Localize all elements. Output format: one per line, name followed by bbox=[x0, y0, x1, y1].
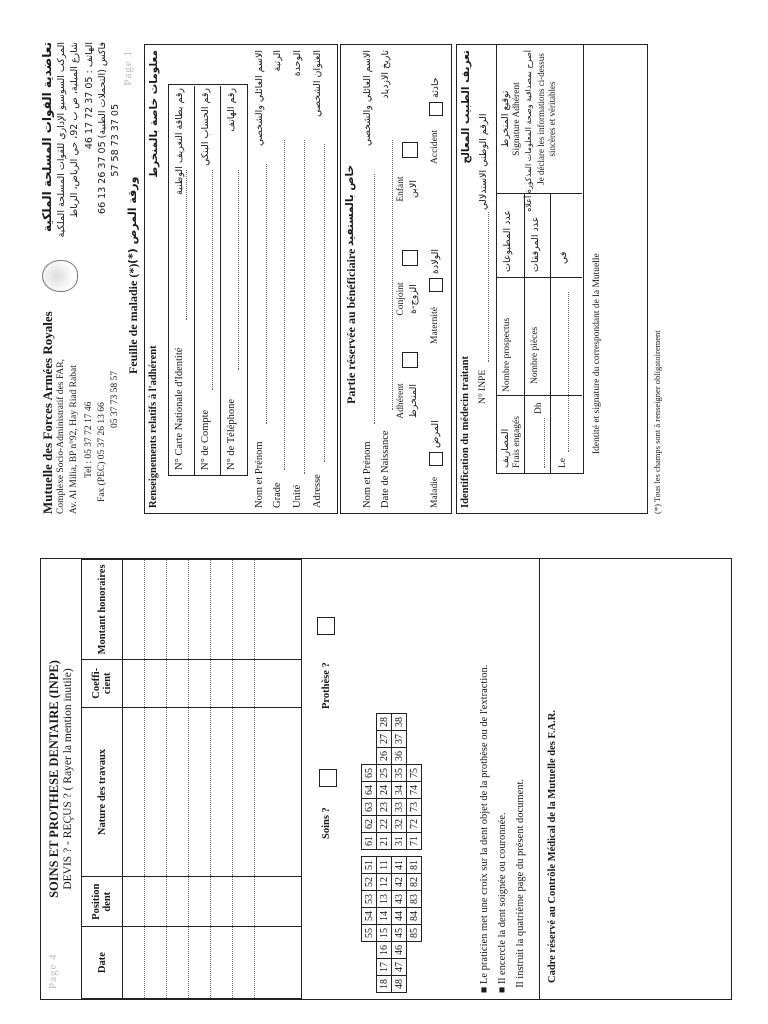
compte-field[interactable] bbox=[212, 170, 213, 390]
tooth-47[interactable]: 47 bbox=[392, 959, 407, 976]
maladie-label: Maladie bbox=[430, 476, 440, 508]
divider bbox=[550, 194, 551, 474]
tooth-44[interactable]: 44 bbox=[392, 908, 407, 925]
form-title: SOINS ET PROTHESE DENTAIRE (INPE) bbox=[47, 660, 61, 898]
enfant-checkbox[interactable] bbox=[402, 142, 418, 158]
adherent-option-label-ar: المنخرط bbox=[408, 383, 419, 419]
conjoint-option-label: Conjoint bbox=[396, 282, 406, 316]
tooth-34[interactable]: 34 bbox=[392, 782, 407, 799]
tooth-chart bbox=[361, 713, 422, 993]
form-title-ar: ورقة المرض (*) bbox=[126, 176, 139, 264]
tooth-17[interactable]: 17 bbox=[377, 959, 392, 976]
page-tag: Page 1 bbox=[122, 50, 134, 86]
tooth-11[interactable]: 11 bbox=[377, 857, 392, 874]
beneficiaire-nom-label: Nom et Prénom bbox=[362, 441, 373, 508]
adherent-nom-label: Nom et Prénom bbox=[254, 441, 265, 508]
adherent-checkbox[interactable] bbox=[402, 352, 418, 368]
tooth-27[interactable]: 27 bbox=[377, 731, 392, 748]
signature-label-ar: توقيع المنخرط bbox=[500, 90, 511, 148]
telephone-label: N° de Téléphone bbox=[226, 398, 237, 470]
frais-label: Frais engagés bbox=[512, 416, 522, 468]
table-row[interactable] bbox=[123, 560, 145, 999]
dental-care-form bbox=[40, 558, 732, 1000]
accident-label: Accident bbox=[430, 129, 440, 164]
prospectus-label: Nombre prospectus bbox=[502, 317, 512, 392]
table-row[interactable] bbox=[167, 560, 189, 999]
divider bbox=[539, 559, 540, 999]
tooth-12[interactable]: 12 bbox=[377, 874, 392, 891]
tooth-63[interactable]: 63 bbox=[362, 799, 377, 816]
prospectus-label-ar: عدد المطبوعات bbox=[502, 209, 513, 272]
tooth-65[interactable]: 65 bbox=[362, 765, 377, 782]
correspondant-label: Identité et signature du correspondant de la Mutuelle bbox=[592, 253, 602, 454]
org-fax2-fr: 05 37 73 58 57 bbox=[110, 371, 120, 428]
grade-label: Grade bbox=[272, 482, 283, 508]
org-name-ar: تعاضدية القوات المسلحة الملكية bbox=[40, 42, 54, 232]
tooth-14[interactable]: 14 bbox=[377, 908, 392, 925]
beneficiaire-header-ar: خاص بالمستفيد bbox=[344, 164, 356, 246]
medecin-header-ar: تعريف الطبيب المعالج bbox=[460, 50, 472, 164]
royal-emblem-icon bbox=[42, 260, 78, 292]
inpe-label-ar: الرقم الوطني الاستدلالي bbox=[478, 113, 489, 210]
tooth-61[interactable]: 61 bbox=[362, 833, 377, 850]
medecin-header-fr: Identification du médecin traitant bbox=[460, 356, 471, 508]
tooth-32[interactable]: 32 bbox=[392, 816, 407, 833]
org-fax-ar: فاكس (التحملات الطبية) 05 37 26 13 66 bbox=[97, 42, 108, 214]
org-tel-fr: Tel : 05 37 72 17 46 bbox=[84, 401, 94, 478]
tooth-38[interactable]: 38 bbox=[392, 714, 407, 731]
tooth-28[interactable]: 28 bbox=[377, 714, 392, 731]
signature-label: Signature Adhérent bbox=[512, 82, 522, 156]
col-nature: Nature des travaux bbox=[82, 707, 123, 876]
tooth-81[interactable]: 81 bbox=[407, 857, 422, 874]
telephone-label-ar: رقم الهاتف bbox=[226, 88, 237, 132]
tooth-43[interactable]: 43 bbox=[392, 891, 407, 908]
dh-label: Dh bbox=[534, 402, 544, 414]
adherent-nom-field[interactable] bbox=[266, 164, 267, 424]
tooth-82[interactable]: 82 bbox=[407, 874, 422, 891]
col-coefficient: Coeffi- cient bbox=[82, 659, 123, 707]
adresse-label-ar: العنوان الشخصي bbox=[312, 50, 323, 117]
tooth-62[interactable]: 62 bbox=[362, 816, 377, 833]
enfant-option-label: Enfant bbox=[396, 176, 406, 202]
tooth-33[interactable]: 33 bbox=[392, 799, 407, 816]
enfant-option-label-ar: الابن bbox=[408, 180, 419, 198]
table-row[interactable] bbox=[145, 560, 167, 999]
unite-field[interactable] bbox=[304, 140, 305, 474]
maladie-label-ar: المرض bbox=[430, 420, 441, 448]
divider bbox=[524, 194, 525, 474]
col-montant: Montant honoraires bbox=[82, 560, 123, 660]
compte-label: N° de Compte bbox=[200, 409, 211, 470]
divider bbox=[194, 86, 195, 476]
declaration-fr: Je déclare les informations ci-dessus sincères et véritables bbox=[536, 53, 557, 185]
tooth-45[interactable]: 45 bbox=[392, 925, 407, 942]
tooth-18[interactable]: 18 bbox=[377, 976, 392, 993]
soins-label: Soins ? bbox=[321, 807, 332, 839]
tooth-15[interactable]: 15 bbox=[377, 925, 392, 942]
table-row[interactable] bbox=[211, 560, 233, 999]
tooth-64[interactable]: 64 bbox=[362, 782, 377, 799]
adherent-nom-label-ar: الاسم العائلي والشخصي bbox=[254, 50, 265, 146]
tooth-25[interactable]: 25 bbox=[377, 765, 392, 782]
tooth-48[interactable]: 48 bbox=[392, 976, 407, 993]
tooth-42[interactable]: 42 bbox=[392, 874, 407, 891]
le-label-ar: في bbox=[558, 251, 569, 264]
grade-label-ar: الرتبة bbox=[272, 50, 283, 72]
unite-label-ar: الوحدة bbox=[292, 50, 303, 77]
tooth-13[interactable]: 13 bbox=[377, 891, 392, 908]
tooth-51[interactable]: 51 bbox=[362, 857, 377, 874]
tooth-24[interactable]: 24 bbox=[377, 782, 392, 799]
tooth-75[interactable]: 75 bbox=[407, 765, 422, 782]
col-position: Position dent bbox=[82, 877, 123, 927]
cin-field[interactable] bbox=[186, 170, 187, 320]
tooth-37[interactable]: 37 bbox=[392, 731, 407, 748]
tooth-73[interactable]: 73 bbox=[407, 799, 422, 816]
tooth-16[interactable]: 16 bbox=[377, 942, 392, 959]
pieces-label-ar: عدد المرفقات bbox=[530, 216, 541, 272]
org-line2-fr: Complexe Socio-Administratif des FAR, bbox=[56, 359, 66, 514]
org-tel-ar: الهاتف : 05 37 72 17 46 bbox=[84, 42, 95, 150]
tooth-35[interactable]: 35 bbox=[392, 765, 407, 782]
col-date: Date bbox=[82, 927, 123, 999]
org-fax2-ar: 05 37 73 58 57 bbox=[110, 104, 121, 177]
frais-label-ar: المصاريف bbox=[500, 428, 511, 468]
adherent-header-ar: معلومات خاصة بالمنخرط bbox=[148, 50, 160, 178]
conjoint-checkbox[interactable] bbox=[402, 250, 418, 266]
tooth-21[interactable]: 21 bbox=[377, 833, 392, 850]
prothese-checkbox[interactable] bbox=[317, 617, 335, 635]
adresse-field[interactable] bbox=[324, 144, 325, 462]
table-row[interactable] bbox=[255, 560, 302, 999]
tooth-85[interactable]: 85 bbox=[407, 925, 422, 942]
divider bbox=[496, 395, 582, 396]
divider bbox=[496, 277, 582, 278]
declaration-ar: أصرح بمصداقية وصحة المعلومات المذكورة أعلاه bbox=[524, 50, 533, 212]
note-3: Il instruit la quatrième page du présent document. bbox=[515, 778, 526, 988]
beneficiaire-nom-field[interactable] bbox=[374, 174, 375, 424]
accident-checkbox[interactable] bbox=[429, 102, 443, 116]
divider bbox=[496, 193, 582, 194]
tooth-83[interactable]: 83 bbox=[407, 891, 422, 908]
org-fax-fr: Fax (PEC) 05 37 26 13 66 bbox=[97, 402, 107, 502]
date-field[interactable] bbox=[568, 292, 569, 452]
tooth-53[interactable]: 53 bbox=[362, 891, 377, 908]
tooth-41[interactable]: 41 bbox=[392, 857, 407, 874]
note-1: ■ Le praticien met une croix sur la dent objet de la prothèse ou de l'extraction. bbox=[479, 664, 490, 993]
org-name-fr: Mutuelle des Forces Armées Royales bbox=[40, 311, 55, 514]
tooth-55[interactable]: 55 bbox=[362, 925, 377, 942]
naissance-label-ar: تاريخ الازدياد bbox=[380, 50, 391, 99]
conjoint-option-label-ar: الزوج-ة bbox=[408, 284, 419, 314]
frais-field[interactable] bbox=[544, 418, 545, 468]
beneficiaire-nom-label-ar: الاسم العائلي والشخصي bbox=[362, 50, 373, 146]
org-line2-ar: المركب السوسيو الإداري للقوات المسلحة الملكية bbox=[56, 42, 67, 238]
divider bbox=[220, 86, 221, 476]
maternite-checkbox[interactable] bbox=[429, 278, 443, 292]
maternite-label-ar: الولادة bbox=[430, 248, 441, 274]
note-2: ■ Il encercle la dent soignée ou couronnée. bbox=[497, 812, 508, 993]
grade-field[interactable] bbox=[284, 140, 285, 470]
inpe-field[interactable] bbox=[488, 212, 489, 362]
tooth-71[interactable]: 71 bbox=[407, 833, 422, 850]
footnote: (*) Tous les champs sont à renseigner obligatoirement bbox=[652, 330, 662, 514]
form-title-fr: Feuille de maladie (*) bbox=[126, 263, 140, 374]
maternite-label: Maternité bbox=[430, 307, 440, 344]
tooth-36[interactable]: 36 bbox=[392, 748, 407, 765]
works-table bbox=[81, 559, 302, 999]
adresse-label: Adresse bbox=[312, 474, 323, 508]
tooth-46[interactable]: 46 bbox=[392, 942, 407, 959]
org-line3-ar: شارع الميلية، ص ب 92، حي الرياض، الرباط bbox=[69, 42, 80, 218]
org-line3-fr: Av. Al Milia, BP n°92, Hay Riad Rabat bbox=[69, 365, 79, 514]
tooth-26[interactable]: 26 bbox=[377, 748, 392, 765]
cin-label: N° Carte Nationale d'Identité bbox=[174, 347, 185, 470]
table-row[interactable] bbox=[189, 560, 211, 999]
tooth-84[interactable]: 84 bbox=[407, 908, 422, 925]
tooth-54[interactable]: 54 bbox=[362, 908, 377, 925]
adherent-header-fr: Renseignements relatifs à l'adhérent bbox=[148, 345, 159, 508]
soins-checkbox[interactable] bbox=[319, 769, 337, 787]
tooth-31[interactable]: 31 bbox=[392, 833, 407, 850]
page-tag: Page 4 bbox=[47, 953, 59, 989]
feuille-de-maladie bbox=[40, 44, 740, 514]
form-subtitle: DEVIS ? - REÇUS ? ( Rayer la mention inutile) bbox=[62, 668, 74, 890]
adherent-option-label: Adhérent bbox=[396, 383, 406, 419]
naissance-field[interactable] bbox=[392, 140, 393, 410]
tooth-72[interactable]: 72 bbox=[407, 816, 422, 833]
compte-label-ar: رقم الحساب البنكي bbox=[200, 88, 211, 166]
prothese-label: Prothèse ? bbox=[321, 662, 332, 709]
inpe-label: N° INPE bbox=[478, 369, 488, 404]
beneficiaire-header-fr: Partie réservée au bénéficiaire bbox=[344, 248, 358, 404]
tooth-52[interactable]: 52 bbox=[362, 874, 377, 891]
accident-label-ar: حادثة bbox=[430, 77, 441, 98]
pieces-label: Nombre pièces bbox=[530, 326, 540, 384]
tooth-74[interactable]: 74 bbox=[407, 782, 422, 799]
table-row[interactable] bbox=[233, 560, 255, 999]
cin-label-ar: رقم بطاقة التعريف الوطنية bbox=[174, 88, 185, 196]
le-label: Le bbox=[558, 457, 568, 468]
unite-label: Unité bbox=[292, 484, 303, 508]
telephone-field[interactable] bbox=[238, 170, 239, 370]
tooth-23[interactable]: 23 bbox=[377, 799, 392, 816]
tooth-22[interactable]: 22 bbox=[377, 816, 392, 833]
maladie-checkbox[interactable] bbox=[429, 452, 443, 466]
cadre-controle-medical: Cadre réservé au Contrôle Médical de la Mutuelle des F.A.R. bbox=[547, 710, 558, 983]
naissance-label: Date de Naissance bbox=[380, 430, 391, 508]
